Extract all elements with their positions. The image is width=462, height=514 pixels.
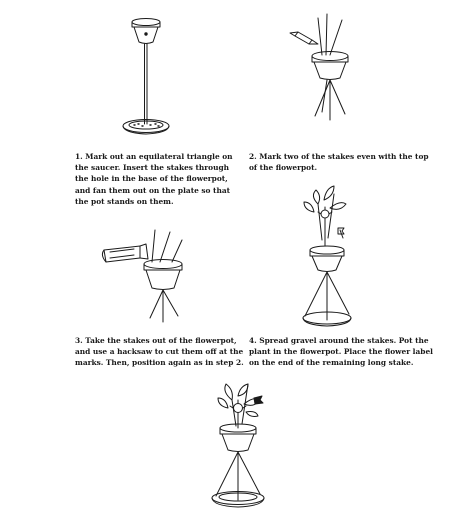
step-2-caption: 2. Mark two of the stakes even with the top of the flowerpot. bbox=[249, 152, 429, 173]
hand-marking-stakes-illustration bbox=[290, 14, 348, 120]
step-1-caption: 1. Mark out an equilateral triangle on the saucer. Insert the stakes through the hole in the base of the flowerpot, and fan them out on the plate so that the pot stands on them. bbox=[75, 152, 233, 206]
plant-on-stake-stand-illustration bbox=[303, 186, 351, 326]
step-4-caption: 4. Spread gravel around the stakes. Pot the plant in the flowerpot. Place the flower label on the end of the remaining long stake. bbox=[249, 336, 433, 368]
pot-on-stake-with-saucer-illustration bbox=[123, 19, 169, 135]
finished-plant-stand-illustration bbox=[212, 384, 264, 507]
hacksaw-cutting-stakes-illustration bbox=[102, 230, 182, 322]
step-3-caption: 3. Take the stakes out of the flowerpot, and use a hacksaw to cut them off at the marks. Then, position again as in step 2. bbox=[75, 336, 244, 368]
